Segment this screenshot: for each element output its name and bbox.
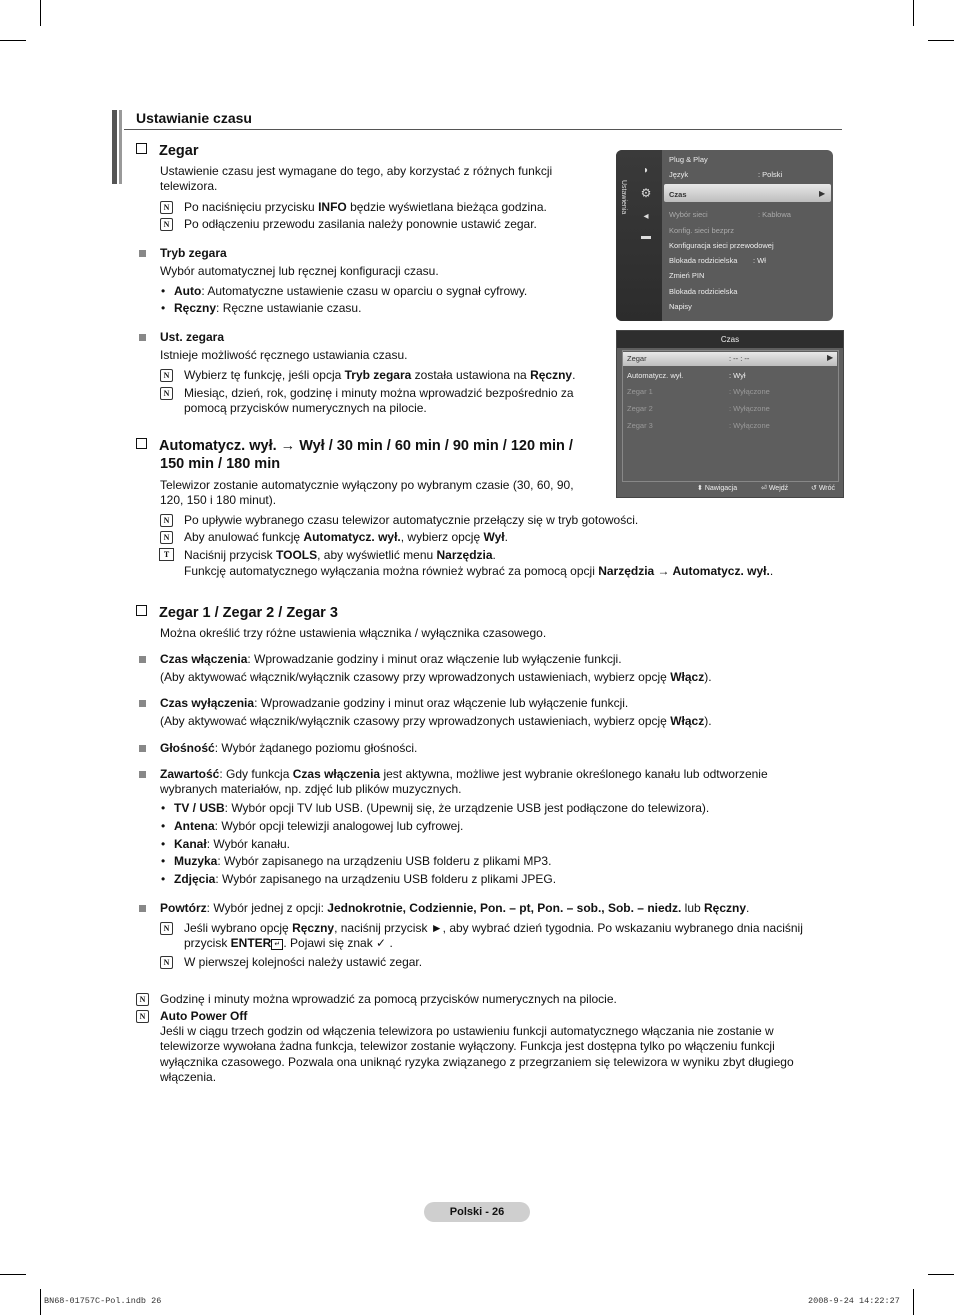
note-icon: N bbox=[160, 514, 173, 527]
footer-date: 2008-9-24 14:22:27 bbox=[808, 1296, 900, 1306]
updown-icon: ⬍ bbox=[697, 485, 703, 492]
menu-item-jezyk[interactable]: Język bbox=[669, 170, 689, 179]
auto-power-off-4: włączenia. bbox=[160, 1070, 217, 1084]
auto-off-note-2: Aby anulować funkcję Automatycz. wył., wybierz opcję Wył. bbox=[184, 530, 508, 544]
auto-power-off-1: Jeśli w ciągu trzech godzin od włączenia telewizora po ustawieniu funkcji automatycznego włączania nie zostanie w bbox=[160, 1024, 774, 1038]
crop-mark bbox=[913, 1289, 914, 1315]
menu-item-blokada[interactable]: Blokada rodzicielska bbox=[669, 256, 738, 265]
powtorz: Powtórz: Wybór jednej z opcji: Jednokrotnie, Codziennie, Pon. – pt, Pon. – sob., Sob. – niedz. lub Ręczny. bbox=[160, 901, 750, 915]
menu-selection-highlight bbox=[664, 184, 831, 202]
menu-item-zegar-1[interactable]: Zegar 1 bbox=[627, 387, 653, 396]
auto-off-heading: Automatycz. wył. → Wył / 30 min / 60 min / 90 min / 120 min / bbox=[136, 437, 573, 455]
auto-off-tools-1: Naciśnij przycisk TOOLS, aby wyświetlić menu Narzędzia. bbox=[184, 548, 496, 562]
arrow-right-icon: ▶ bbox=[819, 189, 826, 198]
zawartosc-2: wybranych materiałów, np. zdjęć lub plików muzycznych. bbox=[160, 782, 462, 796]
powtorz-note-2: W pierwszej kolejności należy ustawić zegar. bbox=[184, 955, 423, 969]
setup-menu-screenshot bbox=[616, 150, 833, 321]
menu-item-czas[interactable]: Czas bbox=[669, 190, 687, 199]
ust-zegara-note-2b: pomocą przycisków numerycznych na pilocie. bbox=[184, 401, 427, 415]
antena-option: Antena: Wybór opcji telewizji analogowej lub cyfrowej. bbox=[174, 819, 464, 833]
bullet-icon: • bbox=[161, 301, 166, 315]
menu-item-zegar[interactable]: Zegar bbox=[627, 354, 647, 363]
crop-mark bbox=[928, 1274, 954, 1275]
menu-value-zegar-2: : Wyłączone bbox=[729, 404, 770, 413]
glosnosc: Głośność: Wybór żądanego poziomu głośności. bbox=[160, 741, 418, 755]
powtorz-note-1b: przycisk ENTER ↵ . Pojawi się znak ✓ . bbox=[184, 936, 393, 950]
note-icon: N bbox=[160, 369, 173, 382]
menu-value-wybor-sieci: : Kablowa bbox=[758, 210, 791, 219]
kanal-option: Kanał: Wybór kanału. bbox=[174, 837, 290, 851]
tools-icon: T bbox=[159, 548, 174, 561]
zdjecia-option: Zdjęcia: Wybór zapisanego na urządzeniu USB folderu z plikami JPEG. bbox=[174, 872, 557, 886]
menu-item-plug-play[interactable]: Plug & Play bbox=[669, 155, 708, 164]
auto-option: Auto: Automatyczne ustawienie czasu w oparciu o sygnał cyfrowy. bbox=[174, 284, 528, 298]
note-icon: N bbox=[160, 922, 173, 935]
return-icon: ↺ bbox=[811, 485, 817, 492]
zawartosc: Zawartość: Gdy funkcja Czas włączenia jest aktywna, możliwe jest wybranie określonego kanału lub odtworzenie bbox=[160, 767, 768, 781]
enter-icon: ⏎ bbox=[761, 485, 767, 492]
square-bullet-icon bbox=[139, 745, 146, 752]
bullet-icon: • bbox=[161, 284, 166, 298]
nav-hint: ⬍ Nawigacja bbox=[697, 485, 738, 492]
picture-icon: ◗ bbox=[642, 165, 650, 176]
auto-power-off-2: telewizorze wywołana żadna funkcja, telewizor zostanie wyłączony. Funkcja jest dostępna tylko po włączeniu funkcji bbox=[160, 1039, 775, 1053]
menu-list-frame bbox=[622, 350, 839, 482]
time-menu-screenshot bbox=[616, 330, 844, 498]
back-hint: ↺ Wróć bbox=[811, 485, 836, 492]
crop-mark bbox=[0, 1274, 26, 1275]
crop-mark bbox=[40, 1289, 41, 1315]
menu-value-blokada: : Wł bbox=[753, 256, 766, 265]
ust-zegara-desc: Istnieje możliwość ręcznego ustawiania czasu. bbox=[160, 348, 408, 362]
square-bullet-icon bbox=[139, 250, 146, 257]
section-bar bbox=[112, 110, 117, 184]
note-icon: N bbox=[136, 993, 149, 1006]
bullet-icon: • bbox=[161, 837, 166, 851]
crop-mark bbox=[913, 0, 914, 26]
note-icon: N bbox=[160, 531, 173, 544]
auto-power-off-title: Auto Power Off bbox=[160, 1009, 248, 1023]
checkbox-icon bbox=[136, 438, 147, 449]
page-number: Polski - 26 bbox=[424, 1202, 530, 1222]
czas-wlaczenia: Czas włączenia: Wprowadzanie godziny i minut oraz włączenie lub wyłączenie funkcji. bbox=[160, 652, 622, 666]
timers-heading: Zegar 1 / Zegar 2 / Zegar 3 bbox=[136, 604, 338, 622]
bullet-icon: • bbox=[161, 854, 166, 868]
crop-mark bbox=[0, 40, 26, 41]
arrow-right-icon: ▶ bbox=[827, 353, 834, 362]
menu-item-napisy[interactable]: Napisy bbox=[669, 302, 692, 311]
gear-icon: ⚙ bbox=[640, 186, 652, 200]
input-icon: ◂ bbox=[643, 211, 649, 222]
zegar-intro-2: telewizora. bbox=[160, 179, 218, 193]
crop-mark bbox=[928, 40, 954, 41]
menu-item-zegar-3[interactable]: Zegar 3 bbox=[627, 421, 653, 430]
note-icon: N bbox=[160, 218, 173, 231]
note-icon: N bbox=[160, 956, 173, 969]
zegar-intro-1: Ustawienie czasu jest wymagane do tego, aby korzystać z różnych funkcji bbox=[160, 164, 553, 178]
menu-item-konfig-bezprz[interactable]: Konfig. sieci bezprz bbox=[669, 226, 735, 235]
square-bullet-icon bbox=[139, 905, 146, 912]
section-title: Ustawianie czasu bbox=[136, 110, 252, 126]
ust-zegara-note-2a: Miesiąc, dzień, rok, godzinę i minuty można wprowadzić bezpośrednio za bbox=[184, 386, 574, 400]
ust-zegara-title: Ust. zegara bbox=[160, 330, 225, 344]
auto-off-desc-2: 120, 150 i 180 minut). bbox=[160, 493, 277, 507]
menu-item-auto-off[interactable]: Automatycz. wył. bbox=[627, 371, 684, 380]
bullet-icon: • bbox=[161, 819, 166, 833]
zegar-note-2: Po odłączeniu przewodu zasilania należy ponownie ustawić zegar. bbox=[184, 217, 537, 231]
checkbox-icon bbox=[136, 605, 147, 616]
section-divider bbox=[124, 129, 842, 130]
note-icon: N bbox=[160, 201, 173, 214]
enter-hint: ⏎ Wejdź bbox=[761, 485, 789, 492]
ust-zegara-note-1: Wybierz tę funkcję, jeśli opcja Tryb zegara została ustawiona na Ręczny. bbox=[184, 368, 576, 382]
menu-value-zegar-1: : Wyłączone bbox=[729, 387, 770, 396]
reczny-option: Ręczny: Ręczne ustawianie czasu. bbox=[174, 301, 362, 315]
czas-wlaczenia-note: (Aby aktywować włącznik/wyłącznik czasowy przy wprowadzonych ustawieniach, wybierz opcję Włącz). bbox=[160, 670, 712, 684]
zegar-heading: Zegar bbox=[136, 142, 199, 160]
checkbox-icon bbox=[136, 143, 147, 154]
auto-off-desc-1: Telewizor zostanie automatycznie wyłączony po wybranym czasie (30, 60, 90, bbox=[160, 478, 574, 492]
zegar-note-1: Po naciśnięciu przycisku INFO będzie wyświetlana bieżąca godzina. bbox=[184, 200, 547, 214]
application-icon: ▬ bbox=[641, 231, 651, 242]
auto-off-tools-2: Funkcję automatycznego wyłączania można również wybrać za pomocą opcji Narzędzia → Automatycz. wył.. bbox=[184, 564, 774, 578]
menu-item-zmien-pin[interactable]: Zmień PIN bbox=[669, 271, 705, 280]
menu-item-blokada-2[interactable]: Blokada rodzicielska bbox=[669, 287, 738, 296]
auto-power-off-3: wyłącznika czasowego. Pozwala ona uniknąć ryzyka związanego z przegrzaniem się telewizora w wyniku zbyt długiego bbox=[160, 1055, 794, 1069]
tryb-zegara-desc: Wybór automatycznej lub ręcznej konfiguracji czasu. bbox=[160, 264, 439, 278]
powtorz-note-1a: Jeśli wybrano opcję Ręczny, naciśnij przycisk ►, aby wybrać dzień tygodnia. Po wskazaniu wybranego dnia naciśnij bbox=[184, 921, 803, 935]
auto-off-heading-2: 150 min / 180 min bbox=[160, 456, 281, 472]
timers-desc: Można określić trzy różne ustawienia włącznika / wyłącznika czasowego. bbox=[160, 626, 547, 640]
menu-value-zegar-3: : Wyłączone bbox=[729, 421, 770, 430]
crop-mark bbox=[40, 0, 41, 26]
square-bullet-icon bbox=[139, 700, 146, 707]
muzyka-option: Muzyka: Wybór zapisanego na urządzeniu USB folderu z plikami MP3. bbox=[174, 854, 552, 868]
czas-wylaczenia: Czas wyłączenia: Wprowadzanie godziny i minut oraz włączenie lub wyłączenie funkcji. bbox=[160, 696, 629, 710]
menu-item-konfig-przew[interactable]: Konfiguracja sieci przewodowej bbox=[669, 241, 774, 250]
bullet-icon: • bbox=[161, 801, 166, 815]
menu-value-jezyk: : Polski bbox=[758, 170, 783, 179]
tryb-zegara-title: Tryb zegara bbox=[160, 246, 227, 260]
square-bullet-icon bbox=[139, 334, 146, 341]
enter-icon: ↵ bbox=[271, 939, 283, 950]
footer-file: BN68-01757C-Pol.indb 26 bbox=[44, 1296, 162, 1306]
menu-value-zegar: : -- : -- bbox=[729, 354, 750, 363]
tv-usb-option: TV / USB: Wybór opcji TV lub USB. (Upewnij się, że urządzenie USB jest podłączone do telewizora). bbox=[174, 801, 710, 815]
note-icon: N bbox=[160, 387, 173, 400]
menu-sidebar bbox=[616, 150, 662, 321]
auto-off-note-1: Po upływie wybranego czasu telewizor automatycznie przełączy się w tryb gotowości. bbox=[184, 513, 639, 527]
menu-value-auto-off: : Wył bbox=[729, 371, 746, 380]
footer-note-1: Godzinę i minuty można wprowadzić za pomocą przycisków numerycznych na pilocie. bbox=[160, 992, 617, 1006]
czas-wylaczenia-note: (Aby aktywować włącznik/wyłącznik czasowy przy wprowadzonych ustawieniach, wybierz opcję Włącz). bbox=[160, 714, 712, 728]
menu-item-wybor-sieci[interactable]: Wybór sieci bbox=[669, 210, 708, 219]
menu-item-zegar-2[interactable]: Zegar 2 bbox=[627, 404, 653, 413]
square-bullet-icon bbox=[139, 656, 146, 663]
menu-side-label: Ustawienia bbox=[620, 180, 627, 215]
menu-title: Czas bbox=[617, 331, 843, 348]
square-bullet-icon bbox=[139, 771, 146, 778]
section-bar bbox=[119, 110, 122, 184]
bullet-icon: • bbox=[161, 872, 166, 886]
note-icon: N bbox=[136, 1010, 149, 1023]
